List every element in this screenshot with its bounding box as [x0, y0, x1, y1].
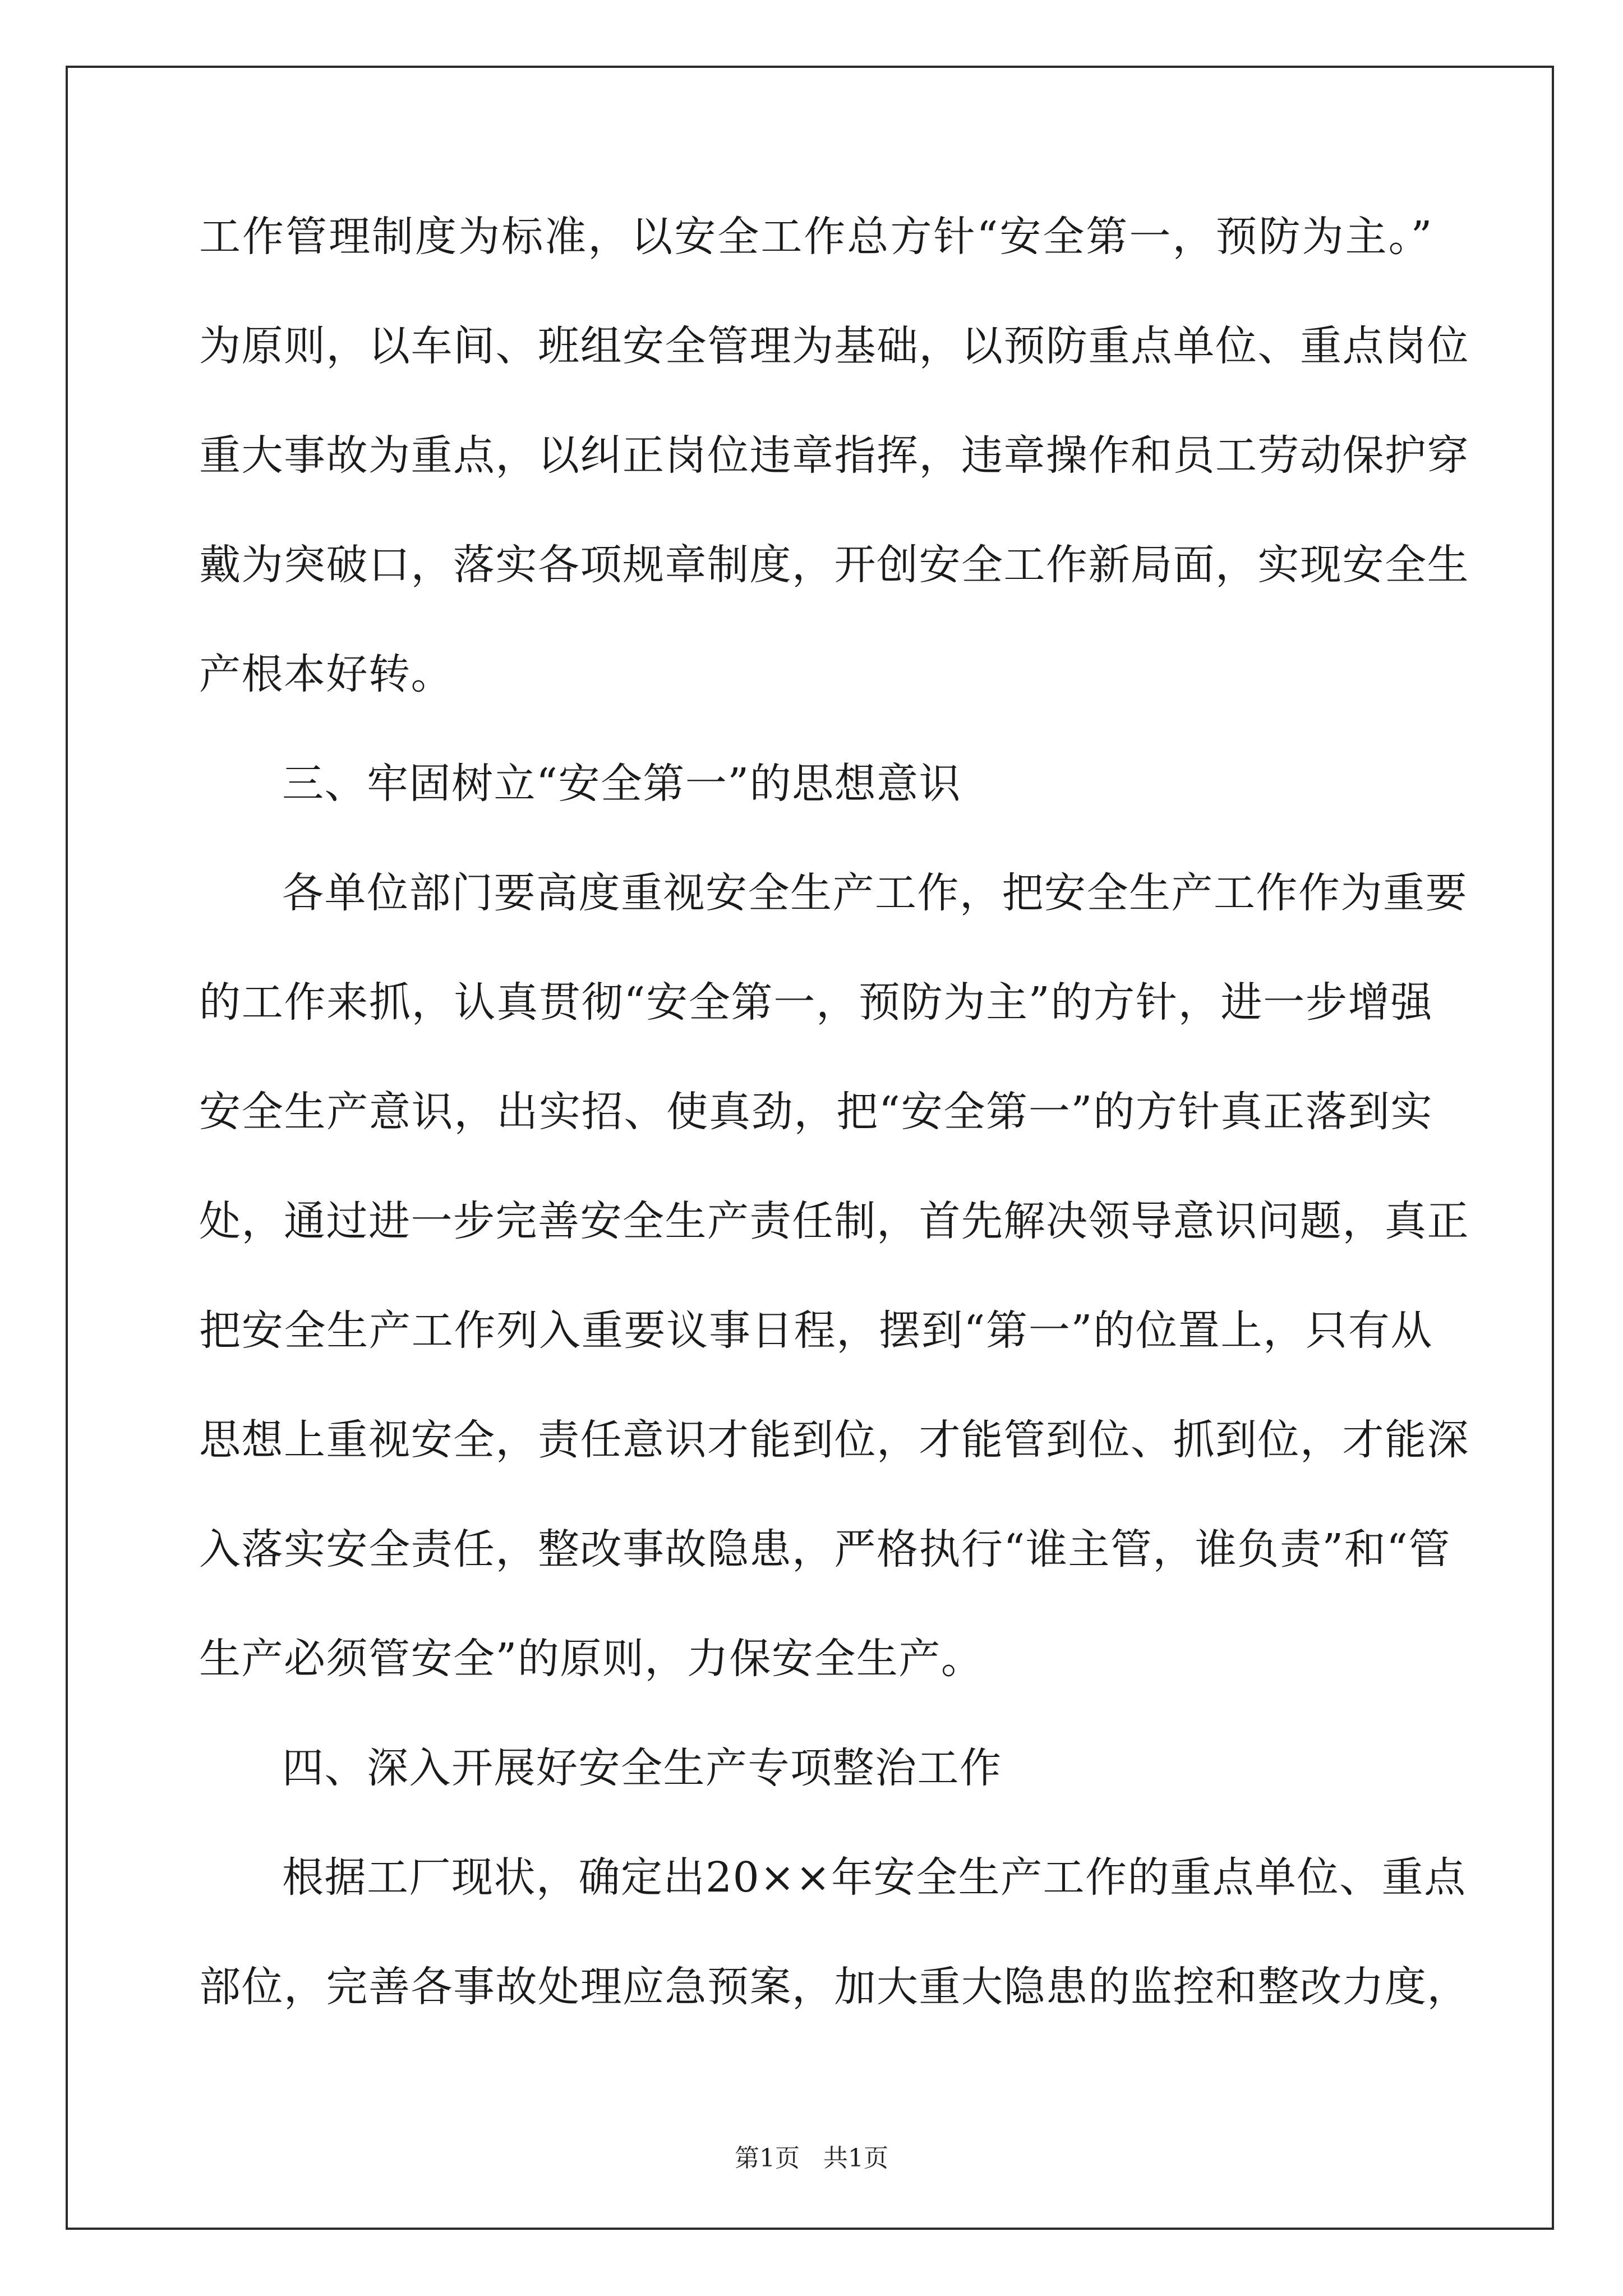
text-line: 产根本好转。: [199, 650, 453, 698]
text-line: 部位，完善各事故处理应急预案，加大重大隐患的监控和整改力度，: [199, 1963, 1469, 2011]
text-line: 把安全生产工作列入重要议事日程，摆到“第一”的位置上，只有从: [199, 1306, 1433, 1355]
section-heading: 四、深入开展好安全生产专项整治工作: [282, 1744, 1002, 1792]
text-line: 入落实安全责任，整改事故隐患，严格执行“谁主管，谁负责”和“管: [199, 1525, 1451, 1573]
text-line: 各单位部门要高度重视安全生产工作，把安全生产工作作为重要: [282, 869, 1468, 917]
text-line: 工作管理制度为标准，以安全工作总方针“安全第一，预防为主。”: [199, 213, 1433, 261]
text-line: 重大事故为重点，以纠正岗位违章指挥，违章操作和员工劳动保护穿: [199, 431, 1469, 480]
text-line: 为原则，以车间、班组安全管理为基础，以预防重点单位、重点岗位: [199, 322, 1469, 370]
text-line: 生产必须管安全”的原则，力保安全生产。: [199, 1635, 984, 1683]
text-line: 安全生产意识，出实招、使真劲，把“安全第一”的方针真正落到实: [199, 1088, 1433, 1136]
text-line: 思想上重视安全，责任意识才能到位，才能管到位、抓到位，才能深: [199, 1416, 1469, 1464]
text-line: 根据工厂现状，确定出20××年安全生产工作的重点单位、重点: [282, 1853, 1467, 1902]
page-footer: 第1页 共1页: [735, 2144, 888, 2173]
text-line: 的工作来抓，认真贯彻“安全第一，预防为主”的方针，进一步增强: [199, 978, 1433, 1027]
text-line: 处，通过进一步完善安全生产责任制，首先解决领导意识问题，真正: [199, 1197, 1469, 1245]
text-line: 戴为突破口，落实各项规章制度，开创安全工作新局面，实现安全生: [199, 541, 1469, 589]
section-heading: 三、牢固树立“安全第一”的思想意识: [282, 760, 962, 808]
